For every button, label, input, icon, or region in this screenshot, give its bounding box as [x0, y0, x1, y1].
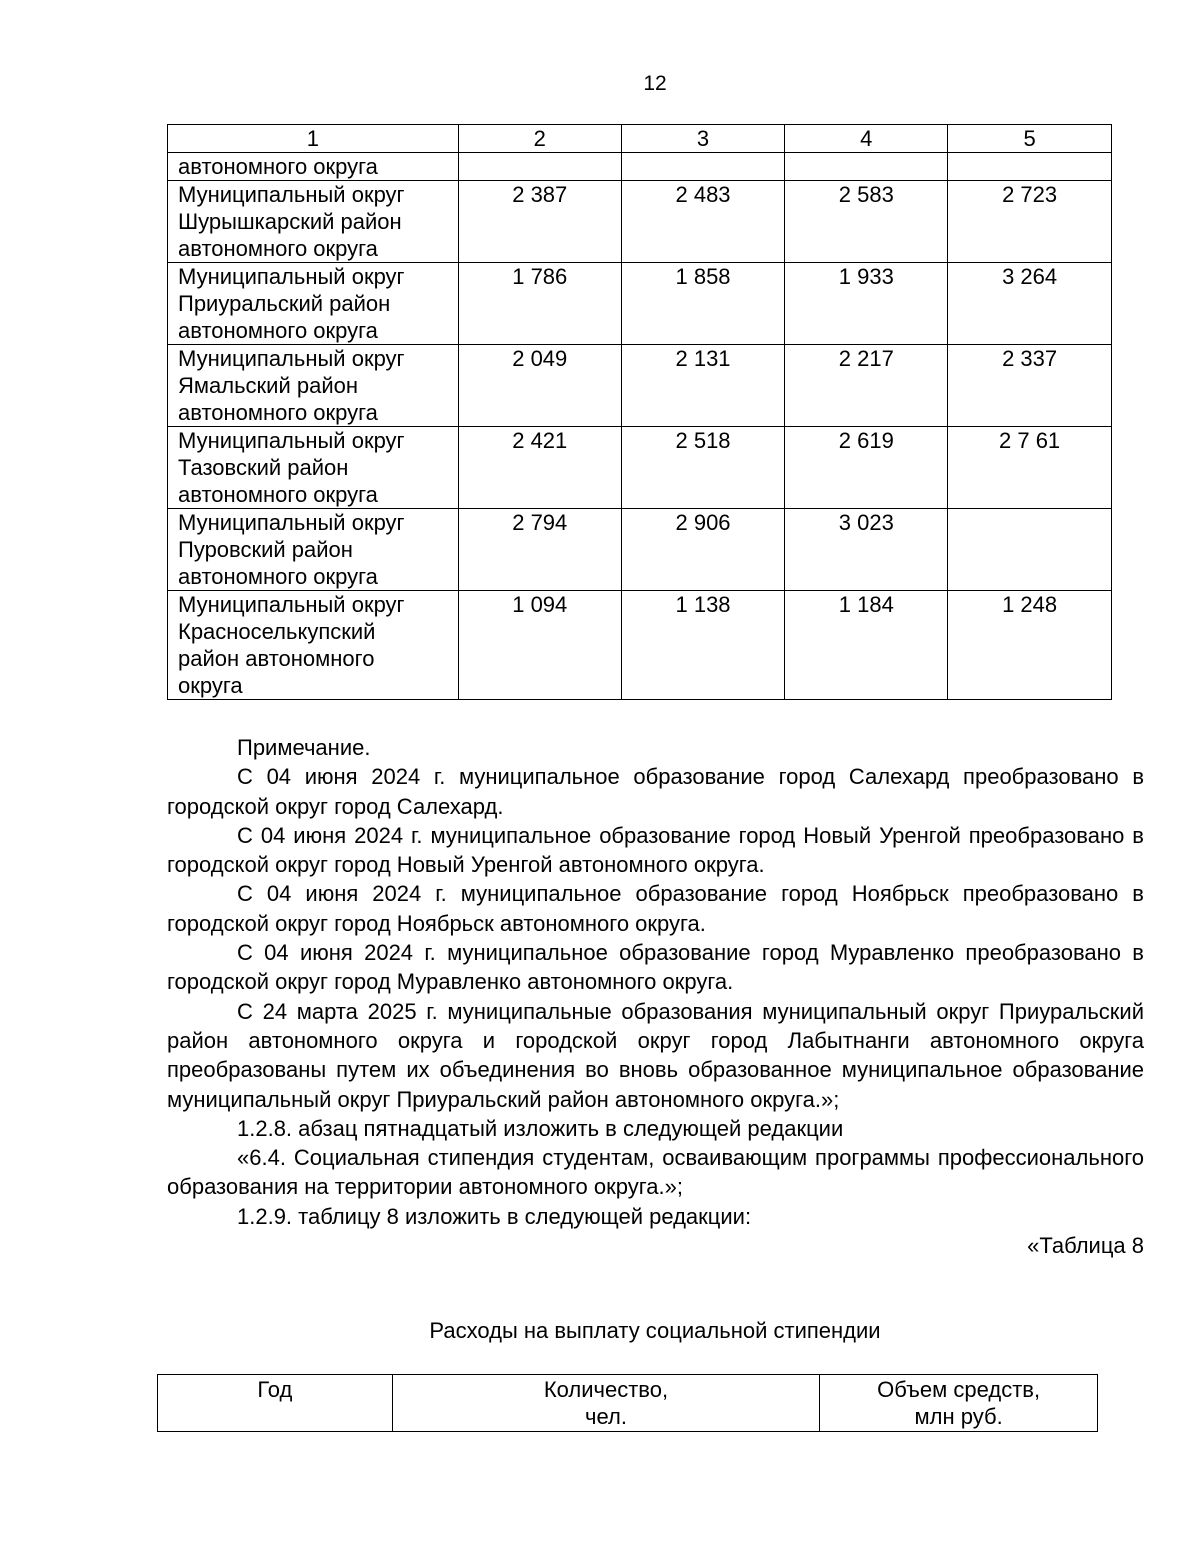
page-number: 12	[643, 72, 667, 95]
notes-title: Примечание.	[237, 735, 371, 760]
municipality-name-line: автономного округа	[178, 564, 378, 589]
year-header: Год	[158, 1375, 393, 1432]
table-row	[168, 591, 1112, 700]
municipality-name-line: район автономного	[178, 646, 375, 671]
scholarship-expenses-table	[157, 1374, 1098, 1432]
table-row	[168, 263, 1112, 345]
municipality-name-cell	[168, 263, 459, 345]
value-cell: 2 794	[458, 509, 621, 591]
value-cell: 1 248	[948, 591, 1112, 700]
municipality-name-cell	[168, 181, 459, 263]
municipality-name-line: Шурышкарский район	[178, 209, 402, 234]
note-paragraph: С 24 марта 2025 г. муниципальные образования муниципальный округ Приуральский район автономного округа и городской округ город Лабытнанги автономного округа преобразованы путем их объединения во вновь образованное муниципальное образование муниципальный округ Приуральский район автономного округа.»;	[167, 998, 1144, 1112]
municipal-data-table	[167, 124, 1112, 700]
value-cell	[948, 509, 1112, 591]
value-cell: 2 483	[621, 181, 785, 263]
note-paragraph: С 04 июня 2024 г. муниципальное образование город Новый Уренгой преобразовано в городской округ город Новый Уренгой автономного округа.	[167, 822, 1144, 878]
municipality-name-cell	[168, 591, 459, 700]
amount-header: Объем средств, млн руб.	[820, 1375, 1098, 1432]
table-title: Расходы на выплату социальной стипендии	[429, 1318, 881, 1343]
municipality-name-line: автономного округа	[178, 318, 378, 343]
note-paragraph: С 04 июня 2024 г. муниципальное образование город Муравленко преобразовано в городской округ город Муравленко автономного округа.	[167, 940, 1144, 995]
value-cell: 1 184	[785, 591, 948, 700]
count-header: Количество, чел.	[392, 1375, 820, 1432]
amendment-paragraph: 1.2.9. таблицу 8 изложить в следующей редакции:	[237, 1203, 752, 1229]
municipality-name-line: Муниципальный округ	[178, 264, 405, 289]
municipality-name-line: округа	[178, 673, 243, 698]
column-number-header: 2	[458, 125, 621, 153]
value-cell: 1 786	[458, 263, 621, 345]
value-cell: 1 933	[785, 263, 948, 345]
table-row-continuation	[168, 153, 1112, 181]
value-cell: 2 217	[785, 345, 948, 427]
municipality-name-line: Красноселькупский	[178, 619, 376, 644]
value-cell: 3 264	[948, 263, 1112, 345]
value-cell	[785, 153, 948, 181]
value-cell	[621, 153, 785, 181]
note-paragraph: С 04 июня 2024 г. муниципальное образование город Ноябрьск преобразовано в городской округ город Ноябрьск автономного округа.	[167, 881, 1144, 936]
amendment-paragraph: «6.4. Социальная стипендия студентам, осваивающим программы профессионального образования на территории автономного округа.»;	[167, 1145, 1144, 1200]
column-number-header: 4	[785, 125, 948, 153]
value-cell: 2 583	[785, 181, 948, 263]
value-cell: 1 858	[621, 263, 785, 345]
value-cell: 2 7 61	[948, 427, 1112, 509]
value-cell: 1 094	[458, 591, 621, 700]
municipality-name-line: автономного округа	[178, 482, 378, 507]
value-cell: 2 723	[948, 181, 1112, 263]
amendment-paragraph: 1.2.8. абзац пятнадцатый изложить в следующей редакции	[237, 1115, 844, 1141]
value-cell: 2 518	[621, 427, 785, 509]
table-row	[168, 427, 1112, 509]
value-cell	[948, 153, 1112, 181]
municipality-name-line: автономного округа	[178, 400, 378, 425]
municipality-name-line: Муниципальный округ	[178, 346, 405, 371]
municipality-name-line: автономного округа	[178, 236, 378, 261]
municipality-name-line: Пуровский район	[178, 537, 353, 562]
table-row	[168, 509, 1112, 591]
municipality-name-line: Тазовский район	[178, 455, 349, 480]
municipality-name-line: Приуральский район	[178, 291, 391, 316]
table-label: «Таблица 8	[1027, 1233, 1144, 1259]
municipality-name-cell	[168, 427, 459, 509]
value-cell: 2 049	[458, 345, 621, 427]
value-cell: 2 337	[948, 345, 1112, 427]
value-cell: 2 387	[458, 181, 621, 263]
value-cell: 2 131	[621, 345, 785, 427]
value-cell: 1 138	[621, 591, 785, 700]
row-name-cell: автономного округа	[168, 153, 459, 181]
value-cell: 2 619	[785, 427, 948, 509]
column-number-header: 5	[948, 125, 1112, 153]
table-row	[168, 181, 1112, 263]
municipality-name-line: Ямальский район	[178, 373, 359, 398]
column-number-header: 3	[621, 125, 785, 153]
table-header-row	[168, 125, 1112, 153]
notes-section	[167, 733, 1144, 1260]
municipality-name-cell	[168, 345, 459, 427]
municipality-name-line: Муниципальный округ	[178, 510, 405, 535]
municipality-name-cell	[168, 509, 459, 591]
value-cell	[458, 153, 621, 181]
value-cell: 2 906	[621, 509, 785, 591]
table-row	[168, 345, 1112, 427]
column-number-header: 1	[168, 125, 459, 153]
municipality-name-line: Муниципальный округ	[178, 182, 405, 207]
value-cell: 2 421	[458, 427, 621, 509]
municipality-name-line: Муниципальный округ	[178, 592, 405, 617]
value-cell: 3 023	[785, 509, 948, 591]
table-header-row	[158, 1375, 1098, 1432]
note-paragraph: С 04 июня 2024 г. муниципальное образование город Салехард преобразовано в городской округ город Салехард.	[167, 764, 1144, 819]
municipality-name-line: Муниципальный округ	[178, 428, 405, 453]
